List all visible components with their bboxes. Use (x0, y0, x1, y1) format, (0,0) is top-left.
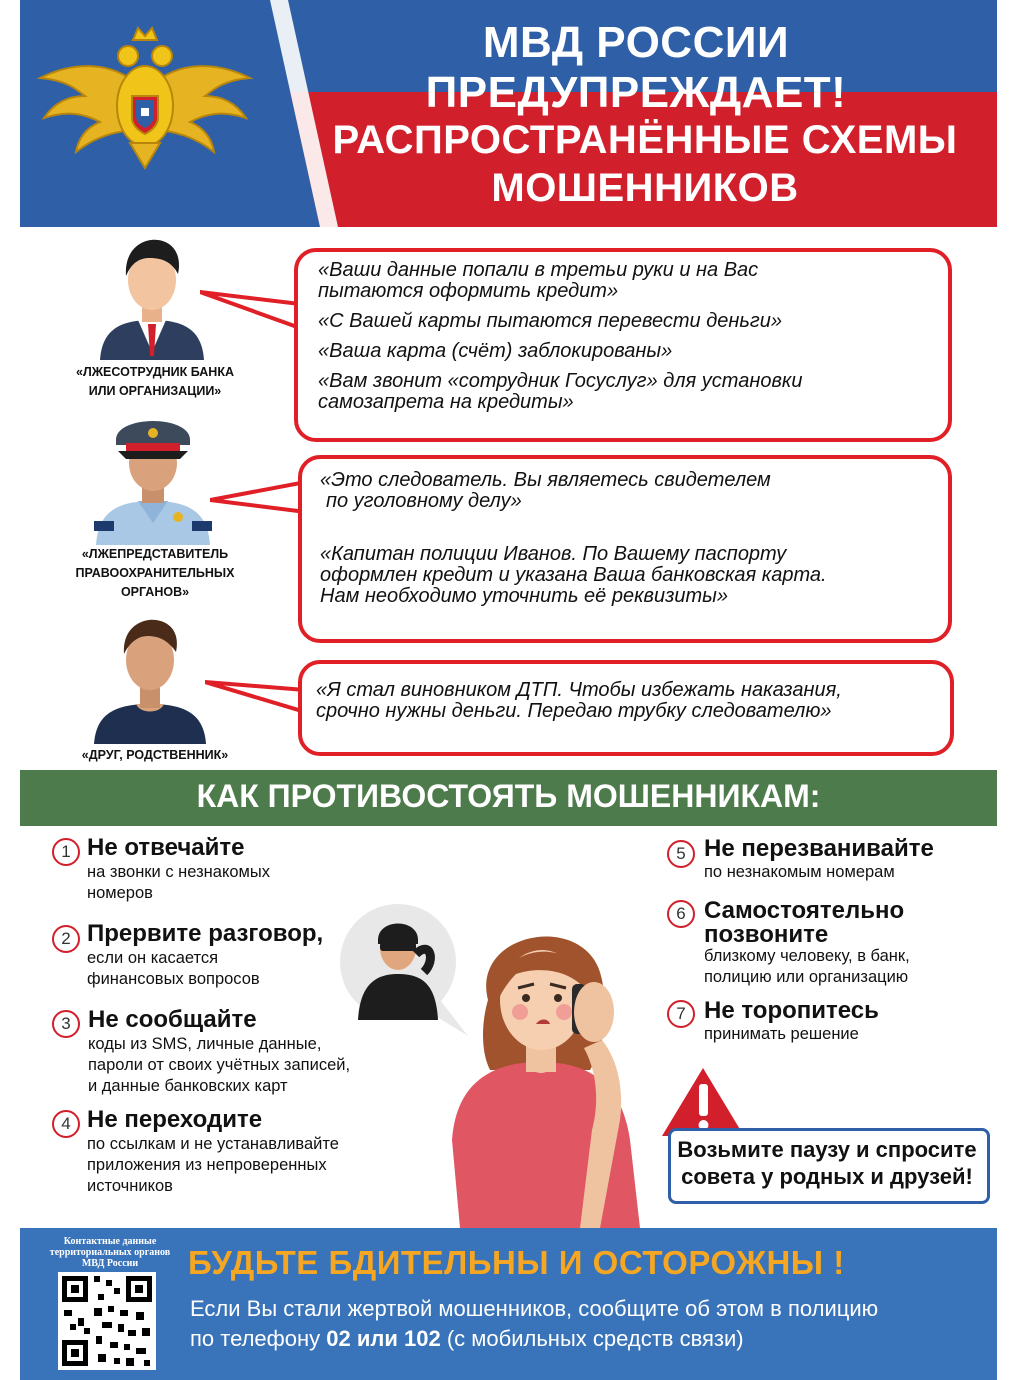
role-caption-friend: «ДРУГ, РОДСТВЕННИК» (81, 748, 229, 762)
quote-line: «Ваша карта (счёт) заблокированы» (318, 340, 673, 362)
footer-text: Если Вы стали жертвой мошенников, сообщите об этом в полицию по телефону 02 или 102 (с мобильных средств связи) (190, 1296, 879, 1351)
qr-code[interactable] (58, 1272, 156, 1370)
tip-title-2: Прервите разговор, (87, 920, 324, 947)
quote-line: срочно нужны деньги. Передаю трубку следователю» (316, 700, 832, 722)
police-phone-numbers: 02 или 102 (326, 1326, 441, 1351)
tip-title-6: Самостоятельно позвоните (704, 897, 905, 948)
tip-text-4: по ссылкам и не устанавливайте приложения из непроверенных источников (87, 1135, 339, 1195)
bubble-tail (200, 290, 300, 330)
tip-number-6: 6 (667, 900, 695, 928)
tip-text-2: если он касается финансовых вопросов (87, 949, 260, 988)
role-caption-police: «ЛЖЕПРЕДСТАВИТЕЛЬ ПРАВООХРАНИТЕЛЬНЫХ ОРГАНОВ» (75, 547, 235, 599)
tip-text-1: на звонки с незнакомых номеров (87, 863, 270, 902)
tip-text-3: коды из SMS, личные данные, пароли от своих учётных записей, и данные банковских карт (88, 1035, 351, 1095)
tip-number-7: 7 (667, 1000, 695, 1028)
howto-title: КАК ПРОТИВОСТОЯТЬ МОШЕННИКАМ: (196, 778, 821, 814)
bank-quotes (318, 260, 928, 413)
quote-line: по уголовному делу» (326, 490, 522, 512)
tip-number-2: 2 (52, 925, 80, 953)
tip-number-5: 5 (667, 840, 695, 868)
subtitle-line: РАСПРОСТРАНЁННЫЕ СХЕМЫ (332, 118, 958, 162)
quote-line: оформлен кредит и указана Ваша банковская карта. (320, 564, 827, 586)
bank-employee-avatar (92, 232, 212, 360)
qr-code-icon (58, 1272, 156, 1370)
tip-text-5: по незнакомым номерам (704, 863, 895, 881)
quote-line: Нам необходимо уточнить её реквизиты» (320, 585, 728, 607)
tip-number-1: 1 (52, 838, 80, 866)
quote-line: самозапрета на кредиты» (318, 391, 574, 413)
tip-title-7: Не торопитесь (704, 997, 879, 1024)
warning-text: Возьмите паузу и спросите совета у родных и друзей! (677, 1137, 977, 1189)
quote-line: «Я стал виновником ДТП. Чтобы избежать наказания, (316, 679, 842, 701)
quote-line: «Вам звонит «сотрудник Госуслуг» для установки (318, 370, 803, 392)
page-title: МВД РОССИИ ПРЕДУПРЕЖДАЕТ! (425, 18, 847, 117)
woman-on-phone-illustration (340, 900, 670, 1228)
tip-number-4: 4 (52, 1110, 80, 1138)
tip-text-7: принимать решение (704, 1025, 859, 1043)
quote-line: «Это следователь. Вы являетесь свидетелем (320, 469, 771, 491)
subtitle-line: МОШЕННИКОВ (491, 166, 799, 210)
bubble-tail (205, 680, 305, 716)
quote-line: «Ваши данные попали в третьи руки и на Вас (318, 259, 759, 281)
bubble-tail (210, 478, 306, 518)
mvd-eagle-emblem-icon (30, 18, 260, 178)
tip-title-4: Не переходите (87, 1106, 263, 1133)
footer-title: БУДЬТЕ БДИТЕЛЬНЫ И ОСТОРОЖНЫ ! (188, 1244, 845, 1281)
tip-title-5: Не перезванивайте (704, 835, 934, 862)
friend-quotes (316, 680, 936, 722)
quote-line: «Капитан полиции Иванов. По Вашему паспорту (320, 543, 787, 565)
police-officer-avatar (88, 405, 218, 545)
friend-relative-avatar (90, 612, 210, 744)
tip-title-3: Не сообщайте (88, 1006, 257, 1033)
quote-line: пытаются оформить кредит» (318, 280, 619, 302)
role-caption-bank: «ЛЖЕСОТРУДНИК БАНКА ИЛИ ОРГАНИЗАЦИИ» (76, 365, 234, 398)
tip-text-6: близкому человеку, в банк, полицию или организацию (704, 947, 910, 986)
tip-title-1: Не отвечайте (87, 834, 245, 861)
tip-number-3: 3 (52, 1010, 80, 1038)
police-quotes (320, 470, 930, 607)
quote-line: «С Вашей карты пытаются перевести деньги» (318, 310, 783, 332)
page-subtitle (300, 116, 990, 212)
qr-caption: Контактные данные территориальных органов МВД России (49, 1236, 171, 1269)
